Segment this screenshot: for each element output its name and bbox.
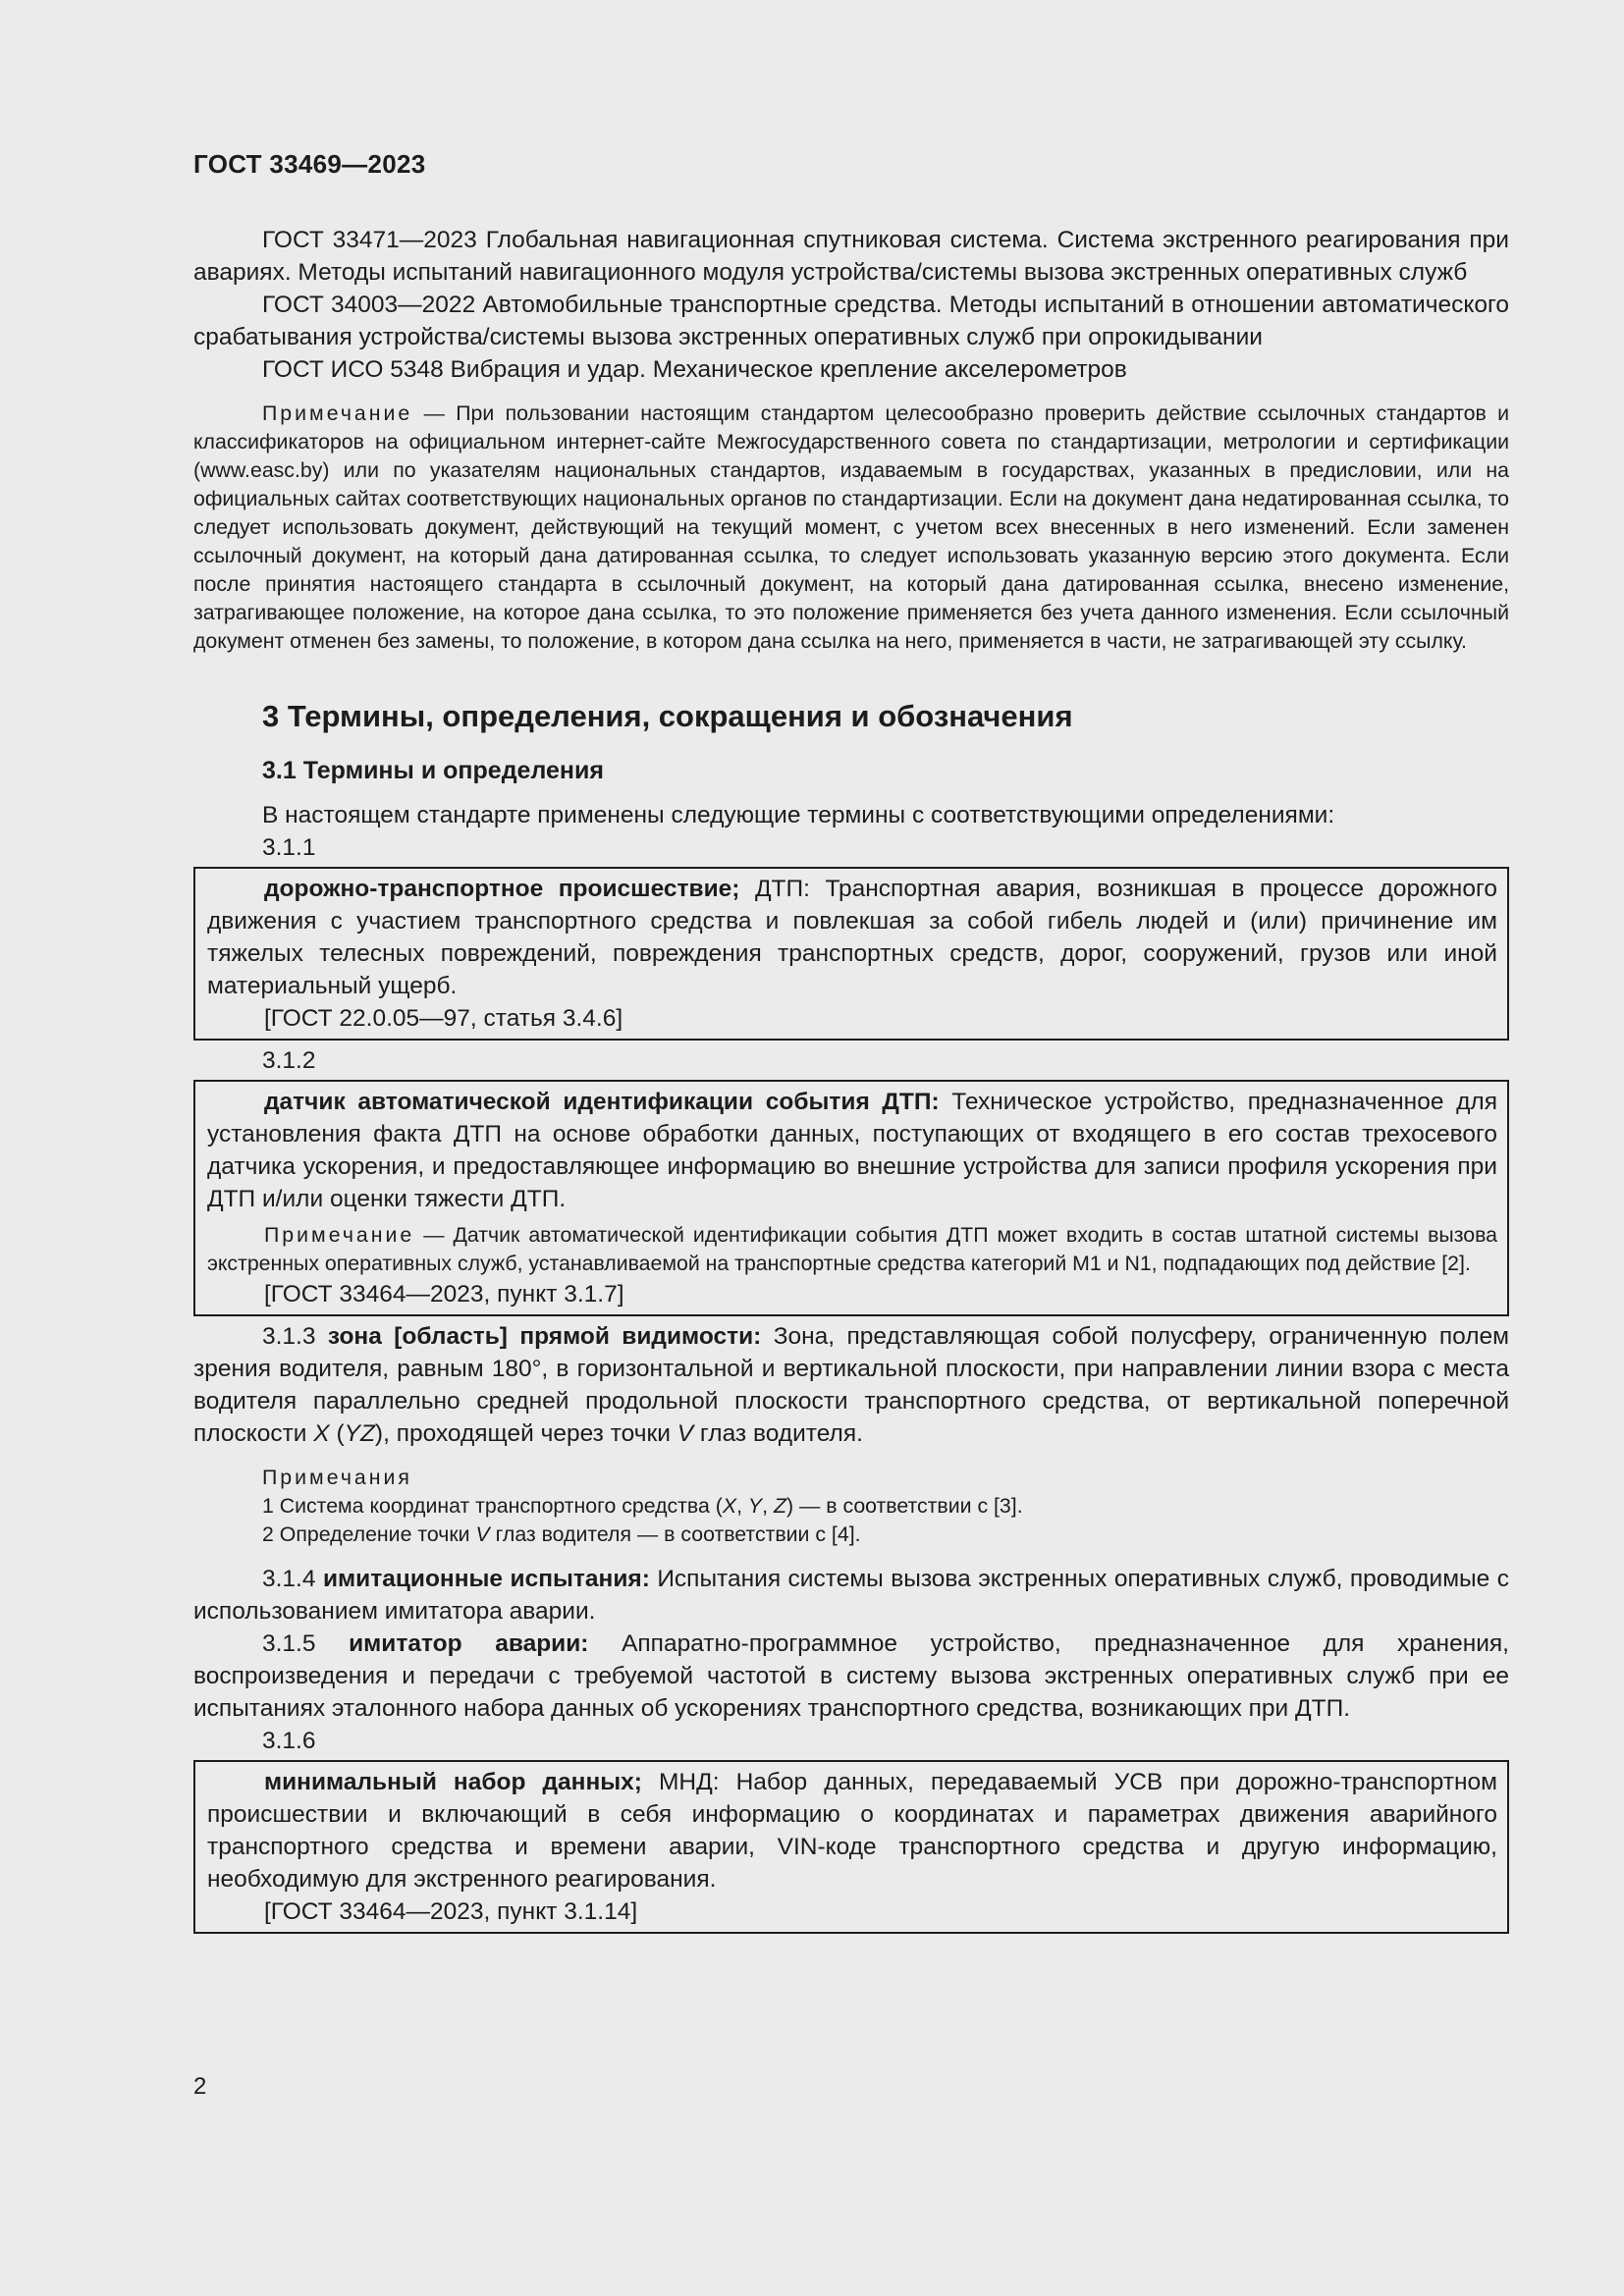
term-name: датчик автоматической идентификации события ДТП:	[264, 1089, 940, 1115]
term-box-3-1-6	[193, 1760, 1509, 1934]
note-text: ) — в соответствии с [3].	[785, 1494, 1023, 1518]
axis-symbol: X	[313, 1420, 330, 1447]
term-definition	[207, 1766, 1497, 1896]
notes-label: Примечания	[262, 1466, 412, 1489]
document-header: ГОСТ 33469—2023	[193, 149, 426, 179]
reference-item: ГОСТ 33471—2023 Глобальная навигационная спутниковая система. Система экстренного реагирования при авариях. Методы испытаний навигационного модуля устройства/системы вызова экстренных оперативных служб	[193, 227, 1509, 286]
term-source: [ГОСТ 22.0.05—97, статья 3.4.6]	[264, 1005, 623, 1032]
note-text: ,	[736, 1494, 748, 1518]
term-definition	[207, 873, 1497, 1002]
term-source: [ГОСТ 33464—2023, пункт 3.1.7]	[264, 1281, 624, 1308]
term-number: 3.1.5	[262, 1630, 350, 1657]
term-number: 3.1.6	[262, 1728, 316, 1754]
term-name: минимальный набор данных;	[264, 1769, 642, 1795]
term-box-3-1-1	[193, 867, 1509, 1041]
terms-intro: В настоящем стандарте применены следующие термины с соответствующими определениями:	[262, 802, 1335, 828]
term-number: 3.1.2	[262, 1047, 316, 1074]
axis-symbol: X	[722, 1494, 737, 1518]
term-text: ДТП: Транспортная авария, возникшая в процессе дорожного движения с участием транспортного средства и повлекшая за собой гибель людей и (или) причинение им тяжелых телесных повреждений, повреждения транспортных средств, дорог, сооружений, грузов или иной материальный ущерб.	[207, 876, 1497, 999]
note-text: — Датчик автоматической идентификации события ДТП может входить в состав штатной системы вызова экстренных оперативных служб, устанавливаемой на транспортные средства категорий M1 и N1, подпадающих под действие [2].	[207, 1223, 1497, 1275]
term-box-3-1-2	[193, 1080, 1509, 1316]
section-title: 3 Термины, определения, сокращения и обозначения	[262, 699, 1073, 733]
term-text: Зона, представляющая собой полусферу, ограниченную полем зрения водителя, равным 180°, в горизонтальной и вертикальной плоскости, при направлении линии взора с места водителя параллельно средней продольной плоскости транспортного средства, от вертикальной поперечной плоскости	[193, 1323, 1509, 1447]
term-text: (	[329, 1420, 345, 1447]
term-name: зона [область] прямой видимости:	[327, 1323, 762, 1350]
note-item	[193, 1521, 1509, 1549]
note-text: 2 Определение точки	[262, 1522, 476, 1546]
document-page	[193, 147, 1509, 1934]
normative-references	[193, 224, 1509, 386]
term-text: глаз водителя.	[693, 1420, 863, 1447]
term-definition	[207, 1086, 1497, 1215]
references-note	[193, 400, 1509, 656]
plane-symbol: YZ	[344, 1420, 375, 1447]
note-text: глаз водителя — в соответствии с [4].	[489, 1522, 861, 1546]
note-label: Примечание	[262, 401, 413, 425]
note-label: Примечание	[264, 1223, 415, 1247]
point-symbol: V	[475, 1522, 490, 1546]
term-name: дорожно-транспортное происшествие;	[264, 876, 740, 902]
reference-item: ГОСТ ИСО 5348 Вибрация и удар. Механическое крепление акселерометров	[262, 356, 1127, 383]
term-note	[207, 1221, 1497, 1278]
term-number: 3.1.1	[262, 834, 316, 861]
term-text: Техническое устройство, предназначенное для установления факта ДТП на основе обработки данных, поступающих от входящего в его состав трехосевого датчика ускорения, и предоставляющее информацию во внешние устройства для записи профиля ускорения при ДТП и/или оценки тяжести ДТП.	[207, 1089, 1497, 1212]
axis-symbol: Y	[747, 1494, 763, 1518]
term-3-1-4	[193, 1563, 1509, 1628]
axis-symbol: Z	[773, 1494, 786, 1518]
term-3-1-5	[193, 1628, 1509, 1725]
page-number: 2	[193, 2073, 207, 2100]
term-3-1-3-notes	[193, 1464, 1509, 1549]
term-number: 3.1.4	[262, 1566, 323, 1592]
note-text: — При пользовании настоящим стандартом целесообразно проверить действие ссылочных стандартов и классификаторов на официальном интернет-сайте Межгосударственного совета по стандартизации, метрологии и сертификации (www.easc.by) или по указателям национальных стандартов, издаваемым в государствах, указанных в предисловии, или на официальных сайтах соответствующих национальных органов по стандартизации. Если на документ дана недатированная ссылка, то следует использовать документ, действующий на текущий момент, с учетом всех внесенных в него изменений. Если заменен ссылочный документ, на который дана датированная ссылка, то следует использовать указанную версию этого документа. Если после принятия настоящего стандарта в ссылочный документ, на который дана датированная ссылка, внесено изменение, затрагивающее положение, на которое дана ссылка, то это положение применяется без учета данного изменения. Если ссылочный документ отменен без замены, то положение, в котором дана ссылка на него, применяется в части, не затрагивающей эту ссылку.	[193, 401, 1509, 653]
term-name: имитационные испытания:	[322, 1566, 650, 1592]
note-text: 1 Система координат транспортного средства (	[262, 1494, 723, 1518]
term-source: [ГОСТ 33464—2023, пункт 3.1.14]	[264, 1898, 638, 1925]
point-symbol: V	[677, 1420, 694, 1447]
term-text: Испытания системы вызова экстренных оперативных служб, проводимые с использованием имитатора аварии.	[193, 1566, 1509, 1625]
note-text: ,	[762, 1494, 774, 1518]
term-text: ), проходящей через точки	[374, 1420, 677, 1447]
note-item	[193, 1492, 1509, 1521]
term-number: 3.1.3	[262, 1323, 328, 1350]
subsection-title: 3.1 Термины и определения	[262, 757, 604, 784]
term-3-1-3	[193, 1320, 1509, 1450]
term-text: Аппаратно-программное устройство, предназначенное для хранения, воспроизведения и передачи с требуемой частотой в систему вызова экстренных оперативных служб при ее испытаниях эталонного набора данных об ускорениях транспортного средства, возникающих при ДТП.	[193, 1630, 1509, 1722]
term-name: имитатор аварии:	[349, 1630, 589, 1657]
reference-item: ГОСТ 34003—2022 Автомобильные транспортные средства. Методы испытаний в отношении автоматического срабатывания устройства/системы вызова экстренных оперативных служб при опрокидывании	[193, 292, 1509, 350]
term-text: МНД: Набор данных, передаваемый УСВ при дорожно-транспортном происшествии и включающий в себя информацию о координатах и параметрах движения аварийного транспортного средства и времени аварии, VIN-коде транспортного средства и другую информацию, необходимую для экстренного реагирования.	[207, 1769, 1497, 1893]
